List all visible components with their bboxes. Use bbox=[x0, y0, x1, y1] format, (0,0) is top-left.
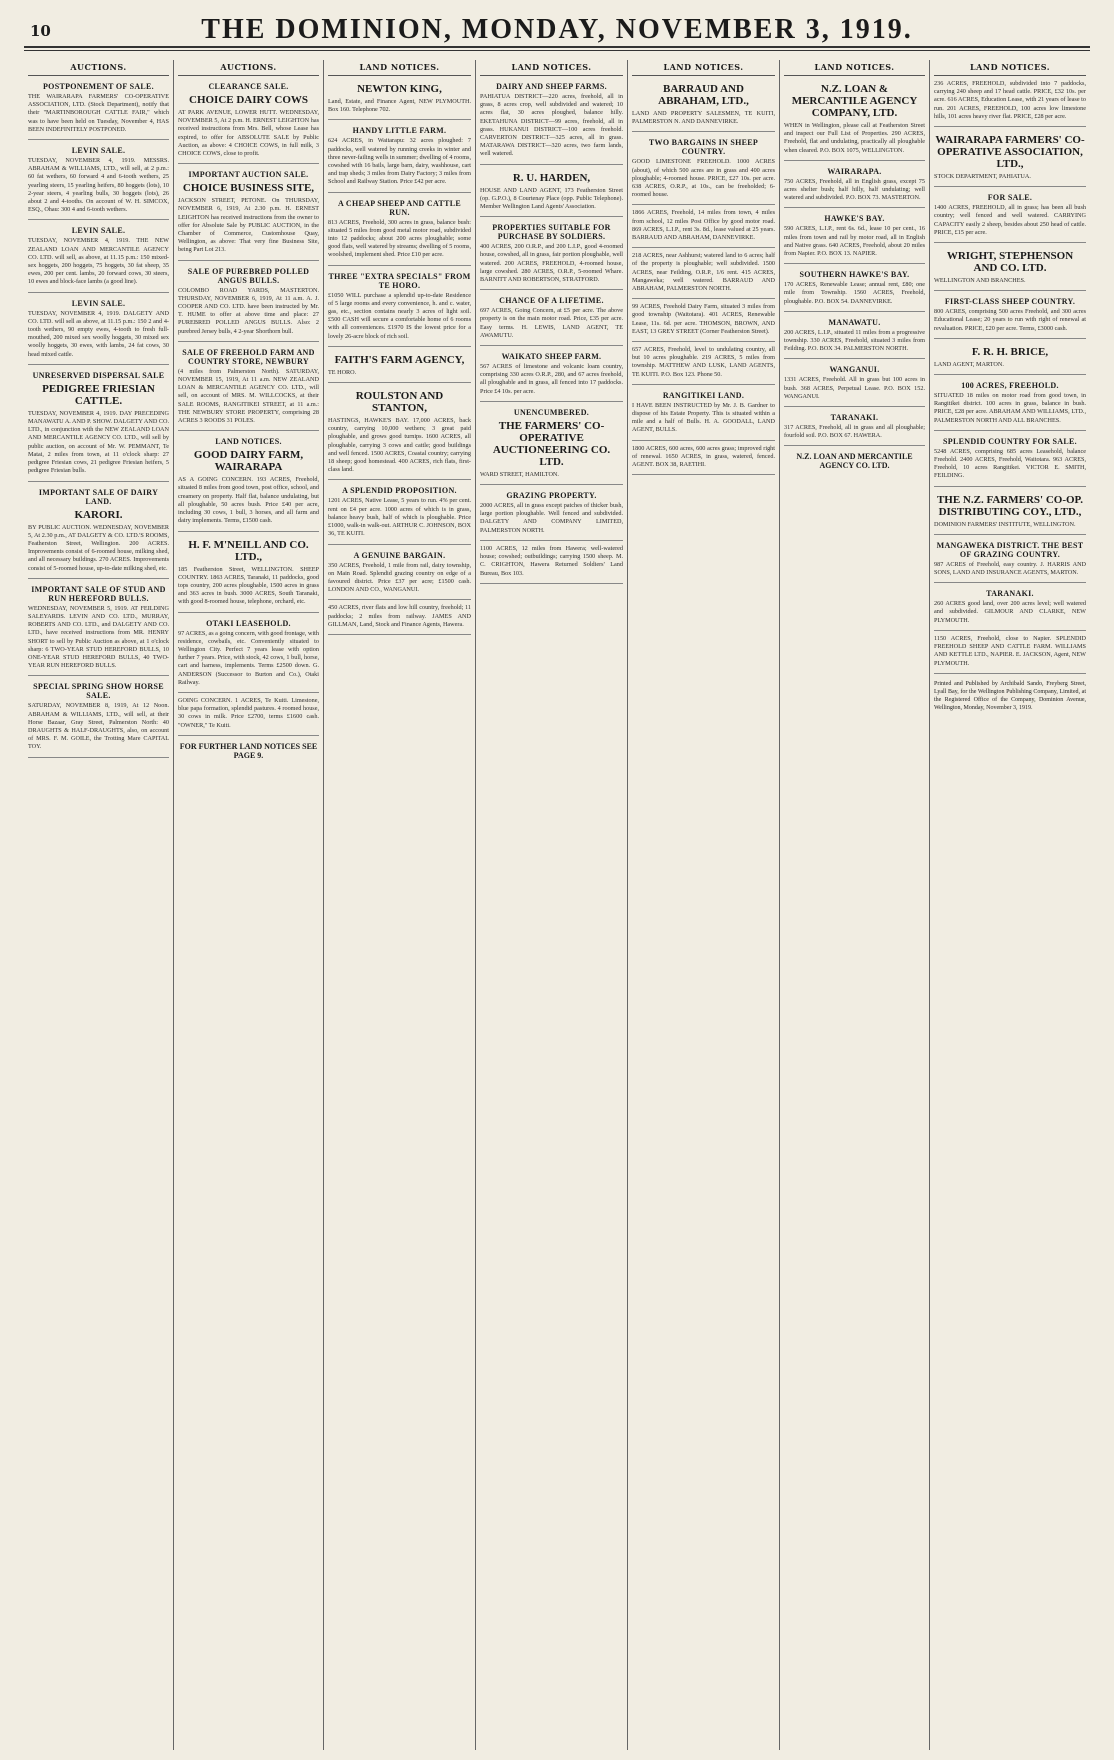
column-heading: LAND NOTICES. bbox=[632, 60, 775, 76]
ad-body: £1050 WILL purchase a splendid up-to-date Residence of 5 large rooms and every convenience, h. and c. water, gas, etc., section contains nearly 3 acres of light soil. £500 CASH will secure a comfortable home of 6 rooms with all conveniences. £1970 IS the lowest price for a lovely 26-acre block of rich soil. bbox=[328, 291, 471, 340]
ad-body: 450 ACRES, river flats and low hill country, freehold; 11 paddocks; 2 miles from railway. JAMES AND GILLMAN, Land, Stock and Finance Agents, Hawera. bbox=[328, 604, 471, 628]
advertisement bbox=[934, 291, 1086, 339]
ad-body: (4 miles from Palmerston North). SATURDAY, NOVEMBER 15, 1919, At 11 a.m. NEW ZEALAND LOAN & MERCANTILE AGENCY CO. LTD., will sell, on account of MRS. M. WILLCOCKS, at their SALE ROOMS, RANGITIKEI STREET, at 11 a.m.: THE NEWBURY STORE PROPERTY, comprising 28 ACRES 3 ROODS 31 POLES. bbox=[178, 367, 319, 425]
column-heading: LAND NOTICES. bbox=[784, 60, 925, 76]
ad-title: SALE OF FREEHOLD FARM AND COUNTRY STORE, NEWBURY bbox=[182, 347, 315, 366]
ad-body: WEDNESDAY, NOVEMBER 5, 1919. AT FEILDING SALEYARDS. LEVIN AND CO. LTD., MURRAY, ROBERTS AND CO. LTD., and DALGETY AND CO. LTD., have received instructions from MR. HENRY SHORT to sell by Public Auction as above, at 1 o'clock sharp: 6 TWO-YEAR STUD HEREFORD BULLS, 10 ONE-YEAR STUD HEREFORD BULLS, 40 TWO-YEAR RUN HEREFORD BULLS. bbox=[28, 604, 169, 670]
masthead-rule bbox=[24, 46, 1090, 48]
advertisement bbox=[934, 339, 1086, 375]
advertisement bbox=[178, 76, 319, 164]
ad-body: 1400 ACRES, FREEHOLD, all in grass; has been all bush country; well fenced and well watered. CARRYING CAPACITY easily 2 sheep, besides about 250 head of cattle. PRICE, £15 per acre. bbox=[934, 204, 1086, 236]
ad-title: 100 ACRES, FREEHOLD. bbox=[961, 381, 1059, 391]
ad-body: TUESDAY, NOVEMBER 4, 1919. DALGETY AND CO. LTD. will sell as above, at 11.15 p.m.: 150 2 and 4-tooth wethers, 90 empty ewes, 4-tooth to fresh full-mouthed, 200 mixed sex woolly hoggets, 30 mixed sex woolly hoggets, 30 ewes, with lambs, 24 fat cows, 30 head mixed cattle. bbox=[28, 309, 169, 358]
ad-body: 1100 ACRES, 12 miles from Hawera; well-watered house; cowshed; outbuildings; carrying 1500 sheep. M. C. CRIGHTON, Hawera Returned Soldiers' Land Bureau, Box 103. bbox=[480, 544, 623, 577]
advertisement bbox=[784, 208, 925, 264]
column-7 bbox=[930, 60, 1090, 1750]
ad-title: WAIRARAPA. bbox=[827, 166, 882, 176]
column-heading: LAND NOTICES. bbox=[328, 60, 471, 76]
ad-body: 2000 ACRES, all in grass except patches of thicker bush, large portion ploughable. Well fenced and subdivided. DALGETY AND COMPANY LIMITED, PALMERSTON NORTH. bbox=[480, 502, 623, 534]
advertisement bbox=[178, 342, 319, 431]
ad-headline: N.Z. LOAN & MERCANTILE AGENCY COMPANY, LTD. bbox=[791, 83, 918, 119]
ad-body: TUESDAY, NOVEMBER 4, 1919. THE NEW ZEALAND LOAN AND MERCANTILE AGENCY CO. LTD. will sell, as above, at 11.15 p.m.: 150 mixed-sex hoggets, 200 hoggets, 75 hoggets, 30 fat sheep, 35 ewes, 200 per cent. lambs, 20 forward cows, 30 steers, 10 ewes and block-face lambs (a good line). bbox=[28, 237, 169, 286]
advertisement bbox=[328, 545, 471, 601]
ad-title: LEVIN SALE. bbox=[71, 146, 126, 156]
ad-title: IMPORTANT SALE OF DAIRY LAND. bbox=[38, 487, 159, 506]
advertisement bbox=[632, 441, 775, 476]
advertisement bbox=[28, 676, 169, 757]
ad-headline: PEDIGREE FRIESIAN CATTLE. bbox=[42, 382, 155, 407]
advertisement bbox=[28, 365, 169, 482]
ad-body: 657 ACRES, Freehold, level to undulating country, all but 10 acres ploughable. 219 ACRES, 5 miles from township. MATTHEW AND LUSK, LAND AGENTS, TE KUITI. P.O. Box 123. Phone 50. bbox=[632, 346, 775, 378]
ad-headline: THE FARMERS' CO-OPERATIVE AUCTIONEERING CO. LTD. bbox=[492, 419, 611, 468]
ad-title: TARANAKI. bbox=[830, 413, 879, 423]
ad-title: GRAZING PROPERTY. bbox=[506, 491, 597, 501]
column-heading: AUCTIONS. bbox=[178, 60, 319, 76]
ad-body: 590 ACRES, L.I.P., rent 6s. 6d., lease 10 per cent., 16 miles from town and rail by motor road, all in English and Native grass. 640 ACRES, Freehold, about 20 miles from Napier. P.O. BOX 13. NAPIER. bbox=[784, 225, 925, 258]
ad-title: IMPORTANT SALE OF STUD AND RUN HEREFORD BULLS. bbox=[31, 584, 166, 603]
column-3 bbox=[324, 60, 476, 1750]
column-heading: LAND NOTICES. bbox=[934, 60, 1086, 76]
ad-body: TE HORO. bbox=[328, 368, 357, 376]
ad-body: 236 ACRES, FREEHOLD, subdivided into 7 paddocks, carrying 240 sheep and 17 head cattle. PRICE, £32 10s. per acre. 616 ACRES, Education Lease, with 21 years of lease to run. 201 ACRES, FREEHOLD, 100 acres low limestone hills, 101 acres heavy river flat. PRICE, £28 per acre. bbox=[934, 80, 1086, 120]
ad-body: STOCK DEPARTMENT, PAHIATUA. bbox=[934, 173, 1031, 181]
advertisement bbox=[178, 613, 319, 693]
ad-title: LEVIN SALE. bbox=[71, 226, 126, 236]
ad-headline: ROULSTON AND STANTON, bbox=[355, 390, 444, 415]
ad-body: 1800 ACRES, 600 acres, 600 acres grass; improved right of renewal. 1650 ACRES, in grass, watered, fenced. AGENT. BOX 38, RAETIHI. bbox=[632, 444, 775, 469]
ad-title: UNENCUMBERED. bbox=[513, 407, 590, 417]
advertisement bbox=[28, 140, 169, 220]
ad-title: WANGANUI. bbox=[829, 365, 880, 375]
ad-body: 697 ACRES, Going Concern, at £5 per acre. The above property is on the main motor road. Price, £35 per acre. Easy terms. H. LEWIS, LAND AGENT, TE AWAMUTU. bbox=[480, 307, 623, 339]
ad-body: GOOD LIMESTONE FREEHOLD. 1000 ACRES (about), of which 500 acres are in grass and 400 acres ploughable; 4-roomed house. PRICE, £27 10s. per acre. 638 ACRES, O.R.P., at 10s., can be freeholded; 6-roomed house. bbox=[632, 158, 775, 199]
ad-body: 567 ACRES of limestone and volcanic loam country, comprising 330 acres O.R.P., 280, and 67 acres freehold, all ploughable and in grass, all fenced into 17 paddocks. Price £4 10s. per acre. bbox=[480, 363, 623, 395]
advertisement bbox=[28, 220, 169, 292]
ad-body: 97 ACRES, as a going concern, with good frontage, with residence, cowbails, etc. Conveniently situated to Wellington City. Perfect 7 years lease with option further 7 years. Price, with stock, 42 cows, 1 bull, horse, cart and harness, implements. Terms £2500 down. G. ANDERSON (Successor to Burton and Co.), Otaki Railway. bbox=[178, 629, 319, 686]
ad-title: A GENUINE BARGAIN. bbox=[353, 550, 446, 560]
advertisement bbox=[178, 431, 319, 531]
ad-body: 624 ACRES, in Waitarapu: 32 acres ploughed: 7 paddocks, well watered by running creeks in winter and three never-failing wells in summer; dwelling of 4 rooms, cowshed with 16 bails, large barn, dairy, washhouse, cart and trap sheds; 3 miles from Dairy Factory; 3 miles from School and Railway Station. Price £42 per acre. bbox=[328, 137, 472, 186]
ad-body: JACKSON STREET, PETONE. On THURSDAY, NOVEMBER 6, 1919, At 2.30 p.m. H. ERNEST LEIGHTON has received instructions from the owner to offer for Absolute Sale by PUBLIC AUCTION, in the Chamber of Commerce, Customhouse Quay, Wellington, as above: That very fine Business Site, being Part Lot 213. bbox=[178, 197, 319, 254]
ad-title: RANGITIKEI LAND. bbox=[662, 390, 745, 400]
advertisement bbox=[328, 383, 471, 480]
ad-title: CHANCE OF A LIFETIME. bbox=[499, 296, 604, 306]
ad-title: PROPERTIES SUITABLE FOR PURCHASE BY SOLDIERS. bbox=[492, 223, 611, 242]
advertisement bbox=[784, 359, 925, 407]
advertisement bbox=[632, 385, 775, 441]
advertisement bbox=[328, 193, 471, 266]
advertisement bbox=[178, 693, 319, 736]
masthead-rule-thin bbox=[24, 50, 1090, 51]
column-signature: N.Z. LOAN AND MERCANTILE AGENCY CO. LTD. bbox=[796, 452, 913, 471]
ad-body: HASTINGS, HAWKE'S BAY. 17,000 ACRES, back country, carrying 10,000 wethers; 3 great paid ploughable, and grows good turnips. 1600 ACRES, all ploughable, carrying 3 cows and cattle; good buildings and well fenced. 1500 ACRES, Coastal country; carrying 18 sheep; good homestead. 400 ACRES, rich flats, first-class land. bbox=[328, 417, 471, 474]
ad-title: SPECIAL SPRING SHOW HORSE SALE. bbox=[33, 682, 164, 701]
advertisement bbox=[784, 407, 925, 446]
ad-body: SATURDAY, NOVEMBER 8, 1919, At 12 Noon. ABRAHAM & WILLIAMS, LTD., will sell, at their Horse Bazaar, Gray Street, Palmerston North: 40 DRAUGHTS & HALF-DRAUGHTS, also, on account of MRS. F. M. GOILE, the Trotting Mare CAPITAL TOY. bbox=[28, 702, 169, 751]
advertisement bbox=[28, 293, 169, 365]
advertisement bbox=[480, 290, 623, 346]
ad-body: 750 ACRES, Freehold, all in English grass, except 75 acres shelter bush; half hilly, half undulating; well watered and subdivided. P.O. BOX 73. MASTERTON. bbox=[784, 177, 925, 202]
ad-body: 1331 ACRES, Freehold. All in grass but 100 acres in bush. 368 ACRES, Perpetual Lease. P.O. BOX 152. WANGANUI. bbox=[784, 376, 925, 400]
ad-body: 260 ACRES good land, over 200 acres level; well watered and subdivided. GILMOUR AND CLARKE, NEW PLYMOUTH. bbox=[934, 600, 1086, 624]
column-6 bbox=[780, 60, 930, 1750]
advertisement bbox=[934, 243, 1086, 291]
ad-headline: GOOD DAIRY FARM, WAIRARAPA bbox=[193, 449, 304, 474]
ad-title: FIRST-CLASS SHEEP COUNTRY. bbox=[944, 297, 1076, 307]
advertisement bbox=[934, 431, 1086, 487]
advertisement bbox=[934, 583, 1086, 631]
ad-body: 185 Featherston Street, WELLINGTON. SHEEP COUNTRY. 1863 ACRES, Taranaki, 11 paddocks, good tops country, 200 acres ploughable, 1500 acres in grass and 363 acres in bush. 3000 ACRES, South Taranaki, with good 8-roomed house, telephone, orchard, etc. bbox=[178, 565, 319, 606]
ad-headline: THE N.Z. FARMERS' CO-OP. DISTRIBUTING COY., LTD., bbox=[936, 493, 1084, 518]
ad-body: SITUATED 18 miles on motor road from good town, in Rangitikei district. 100 acres in grass, balance in bush. PRICE, £28 per acre. ABRAHAM AND WILLIAMS, LTD., PALMERSTON NORTH AND ALL BRANCHES. bbox=[934, 392, 1086, 424]
ad-body: 350 ACRES, Freehold, 1 mile from rail, dairy township, on Main Road. Splendid grazing country on edge of a favoured district. Price £37 per acre; £1500 cash. LONDON AND CO., WANGANUI. bbox=[328, 561, 471, 594]
ad-title: SOUTHERN HAWKE'S BAY. bbox=[799, 270, 910, 280]
ad-headline: CHOICE BUSINESS SITE, bbox=[182, 182, 315, 195]
advertisement bbox=[480, 76, 623, 165]
ad-body: PAHIATUA DISTRICT—220 acres, freehold, all in grass, 8 acres crop, well subdivided and watered; 10 acres flat, 30 acres ploughed, balance hilly. EKETAHUNA DISTRICT—99 acres, freehold, all in grass. HUKANUI DISTRICT—100 acres freehold. CARVERTON DISTRICT—325 acres, all in grass. MATARAWA DISTRICT—320 acres, two farm lands, well watered. bbox=[480, 93, 623, 158]
ad-headline: H. F. M'NEILL AND CO. LTD., bbox=[188, 538, 309, 563]
column-heading: LAND NOTICES. bbox=[480, 60, 623, 76]
ad-title: MANGAWEKA DISTRICT. THE BEST OF GRAZING COUNTRY. bbox=[936, 540, 1084, 559]
ad-body: 200 ACRES, L.I.P., situated 11 miles from a progressive township. 330 ACRES, Freehold, situated 3 miles from Feilding. P.O. BOX 34. PALMERSTON NORTH. bbox=[784, 328, 925, 353]
masthead bbox=[0, 0, 1114, 48]
ad-body: BY PUBLIC AUCTION. WEDNESDAY, NOVEMBER 5, At 2.30 p.m., AT DALGETY & CO. LTD.'S ROOMS, Featherston Street, Wellington. 200 ACRES. Improvements consist of 6-roomed house, milking shed, and all necessary buildings. 270 ACRES. Improvements consist of 5-roomed house, up-to-date milking shed, etc. bbox=[28, 523, 169, 572]
advertisement bbox=[328, 266, 471, 347]
ad-body: 400 ACRES, 200 O.R.P., and 200 L.I.P., good 4-roomed house, cowshed, all in grass, fair portion ploughable, well watered. 200 ACRES, FREEHOLD, 4-roomed house, large cowshed. 280 ACRES, O.R.P., 5-roomed Whare. BARNITT AND ROBERTSON, STRATFORD. bbox=[480, 243, 623, 284]
ad-title: TWO BARGAINS IN SHEEP COUNTRY. bbox=[648, 138, 759, 157]
ad-body: I HAVE BEEN INSTRUCTED by Mr. J. B. Gardner to dispose of his Estate Property. This is situated within a mile and a half of Bulls. H. A. GOODALL, LAND AGENT, BULLS. bbox=[632, 401, 775, 434]
ad-title: CLEARANCE SALE. bbox=[208, 82, 289, 91]
advertisement bbox=[178, 532, 319, 613]
ad-body: TUESDAY, NOVEMBER 4, 1919. MESSRS. ABRAHAM & WILLIAMS, LTD., will sell, at 2 p.m.: 60 fat wethers, 60 forward 4 and 6-tooth wethers, 25 yearling steers, 15 yearling heifers, 80 hoggets (lots), 10 2-year steers, 4 yearling bulls, 30 hoggets (lots), 26 about 2 and 4-tooths. On account of W. H. SIMCOX, ESQ., Ohau: 300 4 and 6-tooth wethers. bbox=[28, 157, 169, 214]
ad-headline: WAIRARAPA FARMERS' CO-OPERATIVE ASSOCIATION, LTD., bbox=[935, 134, 1085, 171]
ad-title: WAIKATO SHEEP FARM. bbox=[501, 352, 602, 362]
ad-title: MANAWATU. bbox=[828, 317, 881, 327]
ad-body: 987 ACRES of Freehold, easy country. J. HARRIS AND SONS, LAND AND INSURANCE AGENTS, MARTON. bbox=[934, 560, 1086, 577]
ad-body: 1150 ACRES, Freehold, close to Napier. SPLENDID FREEHOLD SHEEP AND CATTLE FARM. WILLIAMS AND KETTLE LTD., NAPIER. E. JACKSON, Agent, NEW PLYMOUTH. bbox=[934, 634, 1086, 667]
ad-headline: FAITH'S FARM AGENCY, bbox=[334, 353, 465, 366]
advertisement bbox=[934, 127, 1086, 187]
advertisement bbox=[328, 480, 471, 544]
ad-body: WHEN in Wellington, please call at Featherston Street and inspect our Full List of Properties. 290 ACRES, Freehold, flat and undulating, practically all ploughable when cleared. P.O. BOX 1075, WELLINGTON. bbox=[784, 122, 925, 154]
ad-title: FOR SALE. bbox=[987, 193, 1033, 203]
printer-imprint: Printed and Published by Archibald Sando, Freyberg Street, Lyall Bay, for the Wellington Publishing Company, Limited, at the Registered Office of the Company, Dominion Avenue, Wellington, Monday, November 3, 1919. bbox=[934, 680, 1086, 711]
advertisement bbox=[480, 217, 623, 290]
advertisement bbox=[480, 485, 623, 541]
ad-title: UNRESERVED DISPERSAL SALE bbox=[32, 370, 165, 380]
advertisement bbox=[632, 205, 775, 248]
ad-body: 1201 ACRES, Native Lease, 5 years to run. 4% per cent. rent on £4 per acre. 1000 acres of which is in grass, balance heavy bush, half of which is ploughable. Price £1000, walk-in walk-out. ARTHUR C. JOHNSON, BOX 36, TE KUITI. bbox=[328, 497, 471, 538]
ad-title: SPLENDID COUNTRY FOR SALE. bbox=[943, 436, 1077, 446]
advertisement bbox=[480, 165, 623, 218]
ad-title: IMPORTANT AUCTION SALE. bbox=[188, 170, 309, 180]
ad-headline: F. R. H. BRICE, bbox=[971, 345, 1049, 358]
ad-body: COLOMBO ROAD YARDS, MASTERTON. THURSDAY, NOVEMBER 6, 1919, At 11 a.m. A. J. COOPER AND CO. LTD. have been instructed by Mr. T. HUME to offer at above time and place: 27 PUREBRED POLLED ANGUS BULLS. Also: 2 purebred Jersey bulls, 4 2-year Shorthorn bull. bbox=[178, 286, 319, 335]
advertisement bbox=[934, 375, 1086, 431]
ad-body: TUESDAY, NOVEMBER 4, 1919. DAY PRECEDING MANAWATU A. AND P. SHOW. DALGETY AND CO. LTD., in conjunction with the NEW ZEALAND LOAN AND MERCANTILE AGENCY CO. LTD., will sell by public auction, on account of Mr. W. PEMMANT, Te Matai, 2 miles from town, at 11 o'clock sharp: 27 pedigree Friesian cows, 21 pedigree Friesian heifers, 5 pedigree Friesian bulls. bbox=[28, 409, 169, 475]
ad-headline: KARORI. bbox=[74, 508, 123, 521]
ad-headline: CHOICE DAIRY COWS bbox=[189, 94, 308, 106]
ad-title: HAWKE'S BAY. bbox=[824, 214, 885, 224]
ad-title: LAND NOTICES. bbox=[215, 437, 282, 447]
ad-body: 5248 ACRES, comprising 685 acres Leasehold, balance Freehold. 2400 ACRES, Freehold, Waitotara. 963 ACRES, Freehold, 10 acres Rangitikei. VICTOR E. SMITH, FEILDING. bbox=[934, 447, 1086, 480]
advertisement bbox=[934, 535, 1086, 583]
advertisement bbox=[784, 161, 925, 209]
ad-body: LAND AGENT, MARTON. bbox=[934, 360, 1004, 368]
ad-title: A CHEAP SHEEP AND CATTLE RUN. bbox=[337, 198, 462, 217]
advertisement bbox=[480, 402, 623, 485]
ad-body: 800 ACRES, comprising 500 acres Freehold, and 300 acres Educational Lease; 20 years to run with right of renewal at revaluation. PRICE, £20 per acre. Terms, £3000 cash. bbox=[934, 308, 1086, 332]
ad-headline: WRIGHT, STEPHENSON AND CO. LTD. bbox=[946, 250, 1074, 275]
ad-body: 1866 ACRES, Freehold, 14 miles from town, 4 miles from school, 12 miles Post Office by good motor road. 869 ACRES, L.I.P., rent 3s. 8d., lease valued at 25 years. BARRAUD AND ABRAHAM, DANNEVIRKE. bbox=[632, 209, 775, 242]
advertisement bbox=[934, 76, 1086, 127]
see-page-note: FOR FURTHER LAND NOTICES SEE PAGE 9. bbox=[179, 741, 318, 760]
ad-title: TARANAKI. bbox=[986, 589, 1034, 599]
advertisement bbox=[934, 631, 1086, 674]
ad-headline: NEWTON KING, bbox=[357, 83, 442, 95]
ad-body: GOING CONCERN. 1 ACRES, Te Kuiti. Limestone, blue papa formation, splendid pastures. 4 roomed house, 30 cows in milk. Price £2700, terms £1600 cash. "OWNER," Te Kuiti. bbox=[178, 696, 319, 729]
advertisement bbox=[28, 579, 169, 677]
ad-body: AS A GOING CONCERN. 193 ACRES, Freehold, situated 8 miles from good town, post office, school, and creamery on property. Half flat, balance undulating, but all ploughable, 50 acres bush. Price £40 per acre, including 30 cows, 1 bull, 3 horses, and all farm and dairy implements. Terms, £1500 cash. bbox=[178, 476, 319, 525]
ad-body: DOMINION FARMERS' INSTITUTE, WELLINGTON. bbox=[934, 520, 1076, 528]
advertisement bbox=[784, 312, 925, 360]
advertisement bbox=[480, 346, 623, 402]
ad-title: SALE OF PUREBRED POLLED ANGUS BULLS. bbox=[187, 266, 310, 285]
ad-body: 813 ACRES, Freehold, 300 acres in grass, balance bush: situated 5 miles from good metal motor road, subdivided into 12 paddocks; about 200 acres ploughable; some good flats, well watered by streams; dwelling of 5 rooms, woolshed, implement shed. Price £10 per acre. bbox=[328, 218, 471, 259]
ad-body: HOUSE AND LAND AGENT, 173 Featherston Street (op. G.P.O.), 8 Courtenay Place (opp. Public Telephone). Member Wellington Land Agents' Association. bbox=[480, 186, 623, 211]
advertisement bbox=[480, 541, 623, 584]
ad-body: AT PARK AVENUE, LOWER HUTT. WEDNESDAY, NOVEMBER 5, At 2 p.m. H. ERNEST LEIGHTON has received instructions from Mrs. Bell, whose Lease has expired, to offer for ABSOLUTE SALE by Public Auction, as above: 4 CHOICE COWS, in full milk, 3 CHOICE COWS, close to profit. bbox=[178, 109, 319, 158]
ad-headline: BARRAUD AND ABRAHAM, LTD., bbox=[658, 83, 749, 107]
advertisement bbox=[632, 132, 775, 205]
column-1 bbox=[24, 60, 174, 1750]
ad-title: LEVIN SALE. bbox=[71, 298, 126, 308]
ad-title: DAIRY AND SHEEP FARMS. bbox=[496, 82, 607, 91]
advertisement bbox=[328, 120, 471, 192]
ad-body: 218 ACRES, near Ashhurst; watered land to 6 acres; half of the property is ploughable; well subdivided. 1500 ACRES, near Feilding, O.R.P., 1/6 rent. 415 ACRES, Mangaweka; well watered. BARRAUD AND ABRAHAM, PALMERSTON NORTH. bbox=[632, 252, 775, 293]
advertisement bbox=[328, 600, 471, 635]
advertisement bbox=[632, 342, 775, 385]
column-heading: AUCTIONS. bbox=[28, 60, 169, 76]
advertisement bbox=[28, 76, 169, 140]
ad-body: 99 ACRES, Freehold Dairy Farm, situated 3 miles from good township (Waitotara). 401 ACRES, Renewable Lease, 11s. 6d. per acre. THOMSON, BROWN, AND EAST, 13 GREY STREET (Corner Featherston Street). bbox=[632, 303, 775, 335]
advertisement bbox=[28, 482, 169, 579]
ad-title: A SPLENDID PROPOSITION. bbox=[342, 486, 457, 496]
ad-body: LAND AND PROPERTY SALESMEN, TE KUITI, PALMERSTON N. AND DANNEVIRKE. bbox=[632, 110, 775, 126]
ad-body: THE WAIRARAPA FARMERS' CO-OPERATIVE ASSOCIATION, LTD. (Stock Department), notify that their "MARTINBOROUGH CATTLE FAIR," which was to have been held on Tuesday, November 4, HAS BEEN INDEFINITELY POSTPONED. bbox=[28, 93, 169, 133]
ad-title: HANDY LITTLE FARM. bbox=[352, 126, 447, 136]
advertisement bbox=[632, 299, 775, 342]
ad-title: POSTPONEMENT OF SALE. bbox=[43, 82, 154, 91]
page-number: 10 bbox=[30, 22, 51, 40]
ad-title: OTAKI LEASEHOLD. bbox=[206, 618, 291, 628]
ad-title: THREE "EXTRA SPECIALS" FROM TE HORO. bbox=[328, 271, 471, 290]
advertisement bbox=[784, 264, 925, 312]
column-2 bbox=[174, 60, 324, 1750]
advertisement bbox=[328, 76, 471, 120]
advertisement bbox=[784, 76, 925, 161]
ad-body: 317 ACRES, Freehold, all in grass and all ploughable; fourfold soil. P.O. BOX 67. HAWERA. bbox=[784, 424, 925, 440]
ad-body: WELLINGTON AND BRANCHES. bbox=[934, 277, 1026, 285]
advertisement bbox=[178, 164, 319, 260]
columns-container bbox=[24, 60, 1090, 1750]
ad-body: Land, Estate, and Finance Agent, NEW PLYMOUTH. Box 160. Telephone 702. bbox=[328, 98, 471, 114]
column-4 bbox=[476, 60, 628, 1750]
ad-body: WARD STREET, HAMILTON. bbox=[480, 470, 559, 478]
advertisement bbox=[632, 76, 775, 132]
advertisement bbox=[632, 248, 775, 299]
ad-headline: R. U. HARDEN, bbox=[512, 171, 591, 184]
advertisement bbox=[934, 487, 1086, 535]
advertisement bbox=[934, 187, 1086, 243]
ad-body: 170 ACRES, Renewable Lease; annual rent, £80; one mile from Township. 1560 ACRES, Freehold, ploughable. P.O. BOX 54. DANNEVIRKE. bbox=[784, 281, 925, 305]
advertisement bbox=[178, 261, 319, 342]
column-5 bbox=[628, 60, 780, 1750]
newspaper-title: THE DOMINION, MONDAY, NOVEMBER 3, 1919. bbox=[201, 14, 913, 45]
advertisement bbox=[328, 347, 471, 383]
